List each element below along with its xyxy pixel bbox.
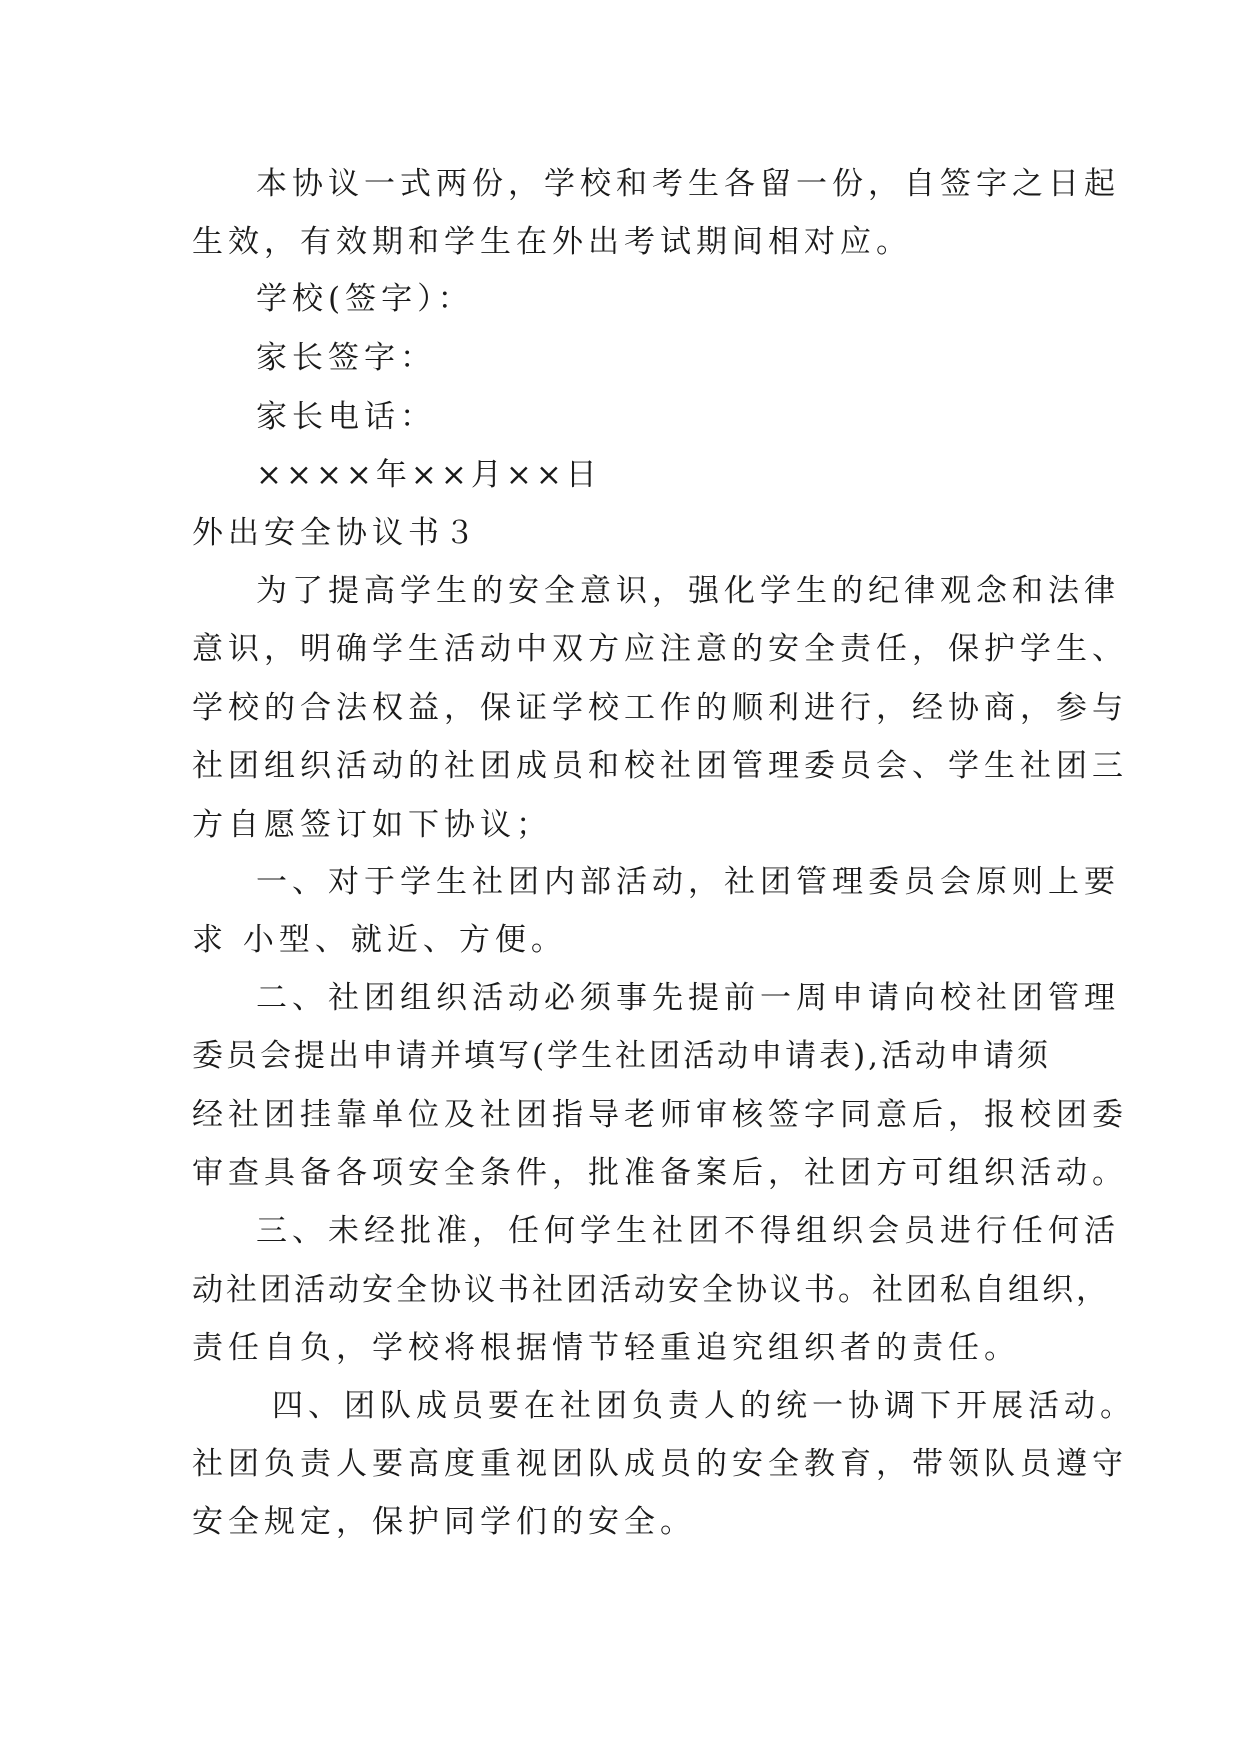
parent-phone-line: 家长电话： [256, 399, 436, 435]
school-signature-line: 学校(签字）： [256, 281, 474, 317]
paragraph-line: 学校的合法权益，保证学校工作的顺利进行，经协商，参与 [192, 690, 1128, 726]
section-heading: 外出安全协议书３ [192, 515, 480, 551]
clause-line: 社团负责人要高度重视团队成员的安全教育，带领队员遵守 [192, 1446, 1128, 1482]
paragraph-line: 社团组织活动的社团成员和校社团管理委员会、学生社团三 [192, 748, 1128, 784]
clause-line: 委员会提出申请并填写(学生社团活动申请表),活动申请须 [192, 1038, 1052, 1074]
parent-signature-line: 家长签字： [256, 340, 436, 376]
clause-line: 四、团队成员要在社团负责人的统一协调下开展活动。 [272, 1388, 1136, 1424]
paragraph-line: 生效，有效期和学生在外出考试期间相对应。 [192, 224, 912, 260]
clause-line: 求 小型、就近、方便。 [192, 922, 567, 958]
clause-line: 动社团活动安全协议书社团活动安全协议书。社团私自组织， [192, 1272, 1110, 1308]
paragraph-line: 意识，明确学生活动中双方应注意的安全责任，保护学生、 [192, 631, 1128, 667]
clause-line: 经社团挂靠单位及社团指导老师审核签字同意后，报校团委 [192, 1097, 1128, 1133]
clause-line: 一、对于学生社团内部活动，社团管理委员会原则上要 [256, 864, 1120, 900]
clause-line: 安全规定，保护同学们的安全。 [192, 1504, 696, 1540]
paragraph-line: 本协议一式两份，学校和考生各留一份，自签字之日起 [256, 166, 1120, 202]
clause-line: 二、社团组织活动必须事先提前一周申请向校社团管理 [256, 980, 1120, 1016]
clause-line: 审查具备各项安全条件，批准备案后，社团方可组织活动。 [192, 1155, 1128, 1191]
clause-line: 三、未经批准，任何学生社团不得组织会员进行任何活 [256, 1213, 1120, 1249]
paragraph-line: 方自愿签订如下协议； [192, 807, 552, 843]
paragraph-line: 为了提高学生的安全意识，强化学生的纪律观念和法律 [256, 573, 1120, 609]
clause-line: 责任自负，学校将根据情节轻重追究组织者的责任。 [192, 1330, 1020, 1366]
date-line: ××××年××月××日 [256, 457, 601, 493]
